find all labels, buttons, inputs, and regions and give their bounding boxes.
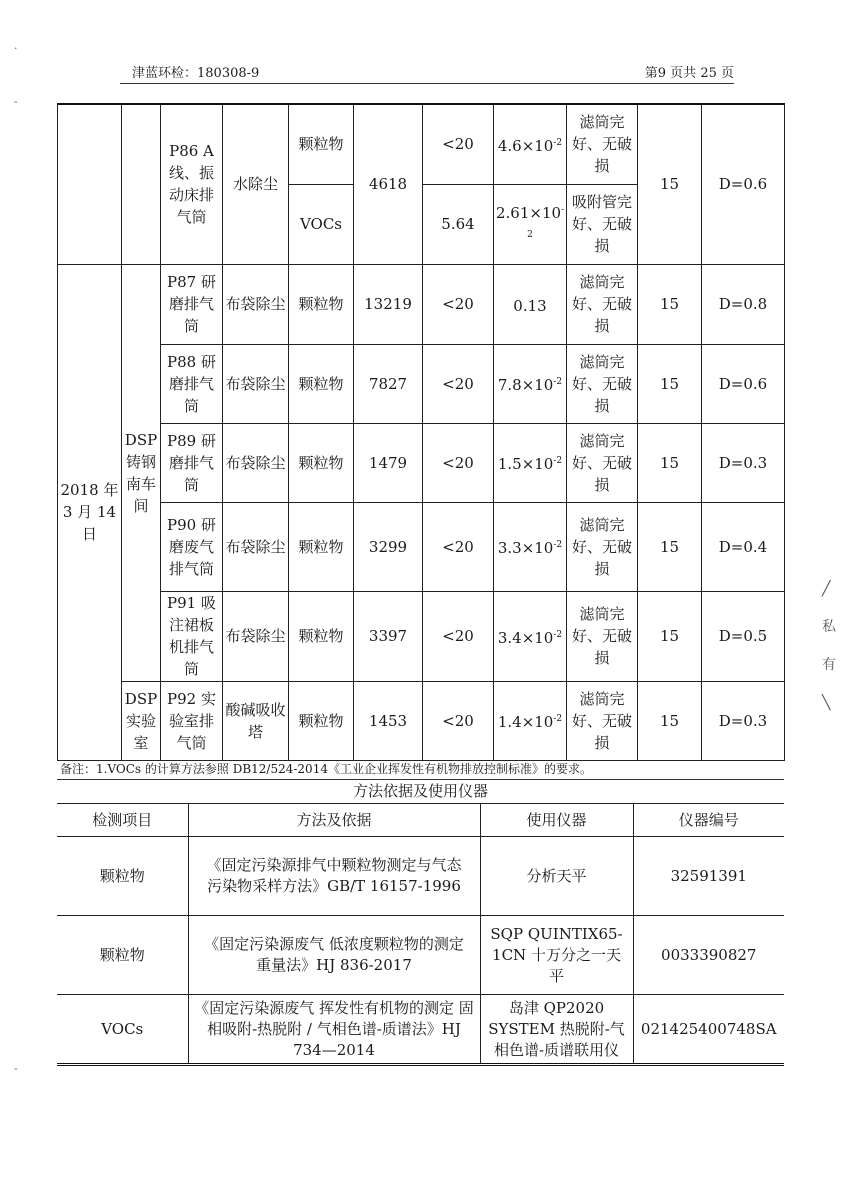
instrument-cell: 分析天平 [480,837,633,916]
rate-cell [494,591,567,681]
conc-cell: <20 [423,591,494,681]
flow-cell: 7827 [354,344,423,423]
diameter-cell: D=0.3 [702,423,785,502]
conc-cell: <20 [423,104,494,184]
table-row [57,995,784,1065]
flow-cell: 13219 [354,264,423,344]
rate-base: 1.4×10 [497,713,554,731]
height-cell: 15 [638,423,702,502]
pollutant-cell: 颗粒物 [289,423,354,502]
table-row [57,916,784,995]
rate-cell [494,104,567,184]
status-cell: 滤筒完好、无破损 [567,502,638,591]
facility-cell: 布袋除尘 [223,264,289,344]
column-header: 方法及依据 [188,804,480,837]
rate-base: 4.6×10 [497,136,554,155]
rate-exponent: -2 [527,205,565,240]
conc-cell: <20 [423,344,494,423]
height-cell: 15 [638,264,702,344]
status-cell: 滤筒完好、无破损 [567,344,638,423]
source-cell: P92 实验室排气筒 [161,681,223,760]
table-note: 备注：1.VOCs 的计算方法参照 DB12/524-2014《工业企业挥发性有机物排放控制标准》的要求。 [60,762,592,776]
facility-cell: 布袋除尘 [223,502,289,591]
rate-base: 2.61×10 [496,204,562,222]
pollutant-cell: VOCs [289,184,354,264]
diameter-cell: D=0.5 [702,591,785,681]
source-cell: P91 吸注裙板机排气筒 [161,591,223,681]
table-row [58,591,785,681]
height-cell: 15 [638,681,702,760]
column-header: 使用仪器 [480,804,633,837]
method-section-title: 方法依据及使用仪器 [352,782,488,800]
flow-cell: 1479 [354,423,423,502]
date-cell: 2018 年 3 月 14 日 [58,264,122,760]
flow-cell: 1453 [354,681,423,760]
header-divider [120,83,734,84]
diameter-cell: D=0.8 [702,264,785,344]
rate-cell [494,502,567,591]
rate-cell [494,423,567,502]
column-header: 仪器编号 [633,804,784,837]
rate-exponent: -2 [553,714,563,724]
flow-cell: 3299 [354,502,423,591]
pollutant-cell: 颗粒物 [289,502,354,591]
pollutant-cell: 颗粒物 [289,591,354,681]
table-row [57,837,784,916]
source-cell: P88 研磨排气筒 [161,344,223,423]
source-cell: P86 A 线、振动床排气筒 [161,104,223,264]
date-cell-cont [58,104,122,264]
rate-exponent: -2 [553,137,563,148]
instrument-id-cell: 0033390827 [633,916,784,995]
table-row [58,423,785,502]
conc-cell: <20 [423,681,494,760]
rate-cell [494,184,567,264]
table-row [58,104,785,184]
rate-cell [494,344,567,423]
rate-exponent: -2 [553,377,563,387]
conc-cell: 5.64 [423,184,494,264]
flow-cell: 3397 [354,591,423,681]
method-table [57,803,784,1066]
table-row [58,502,785,591]
rate-base: 3.4×10 [497,628,554,647]
method-cell: 《固定污染源排气中颗粒物测定与气态污染物采样方法》GB/T 16157-1996 [188,837,480,916]
item-cell: VOCs [57,995,188,1065]
item-cell: 颗粒物 [57,916,188,995]
source-cell: P87 研磨排气筒 [161,264,223,344]
workshop-cell: DSP 铸钢南车间 [122,264,161,681]
rate-exponent: -2 [553,629,563,640]
height-cell: 15 [638,104,702,264]
instrument-id-cell: 32591391 [633,837,784,916]
source-cell: P89 研磨排气筒 [161,423,223,502]
method-cell: 《固定污染源废气 挥发性有机物的测定 固相吸附-热脱附 / 气相色谱-质谱法》HJ 734—2014 [188,995,480,1065]
pollutant-cell: 颗粒物 [289,104,354,184]
diameter-cell: D=0.6 [702,104,785,264]
workshop-cell-cont [122,104,161,264]
table-row [58,681,785,760]
page-header [120,60,734,82]
status-cell: 滤筒完好、无破损 [567,591,638,681]
table-header-row [57,804,784,837]
conc-cell: <20 [423,502,494,591]
pollutant-cell: 颗粒物 [289,264,354,344]
column-header: 检测项目 [57,804,188,837]
table-row [58,264,785,344]
pollutant-cell: 颗粒物 [289,681,354,760]
handwritten-signature: ╱ 私 有 ╲ [822,581,836,711]
rate-exponent: -2 [553,540,563,550]
margin-mark: · [14,42,18,55]
facility-cell: 布袋除尘 [223,423,289,502]
instrument-cell: SQP QUINTIX65-1CN 十万分之一天平 [480,916,633,995]
facility-cell: 水除尘 [223,104,289,264]
rate-exponent: -2 [553,456,563,466]
diameter-cell: D=0.3 [702,681,785,760]
item-cell: 颗粒物 [57,837,188,916]
diameter-cell: D=0.4 [702,502,785,591]
status-cell: 滤筒完好、无破损 [567,681,638,760]
facility-cell: 酸碱吸收塔 [223,681,289,760]
rate-base: 3.3×10 [497,539,554,557]
results-table [57,103,785,761]
instrument-cell: 岛津 QP2020 SYSTEM 热脱附-气相色谱-质谱联用仪 [480,995,633,1065]
conc-cell: <20 [423,264,494,344]
rate-base: 7.8×10 [497,376,554,394]
facility-cell: 布袋除尘 [223,344,289,423]
diameter-cell: D=0.6 [702,344,785,423]
rate-cell [494,264,567,344]
rate-base: 0.13 [513,296,547,315]
status-cell: 滤筒完好、无破损 [567,264,638,344]
status-cell: 滤筒完好、无破损 [567,104,638,184]
page-info: 第9 页共 25 页 [644,66,734,81]
height-cell: 15 [638,502,702,591]
table-row [58,344,785,423]
rate-base: 1.5×10 [497,455,554,473]
report-number: 津蓝环检：180308-9 [132,66,260,81]
facility-cell: 布袋除尘 [223,591,289,681]
height-cell: 15 [638,591,702,681]
instrument-id-cell: 021425400748SA [633,995,784,1065]
flow-cell: 4618 [354,104,423,264]
rate-cell [494,681,567,760]
height-cell: 15 [638,344,702,423]
margin-mark: - [14,95,18,108]
margin-mark: - [14,1062,18,1075]
source-cell: P90 研磨废气排气筒 [161,502,223,591]
status-cell: 滤筒完好、无破损 [567,423,638,502]
method-cell: 《固定污染源废气 低浓度颗粒物的测定 重量法》HJ 836-2017 [188,916,480,995]
status-cell: 吸附管完好、无破损 [567,184,638,264]
conc-cell: <20 [423,423,494,502]
workshop-cell: DSP 实验室 [122,681,161,760]
pollutant-cell: 颗粒物 [289,344,354,423]
